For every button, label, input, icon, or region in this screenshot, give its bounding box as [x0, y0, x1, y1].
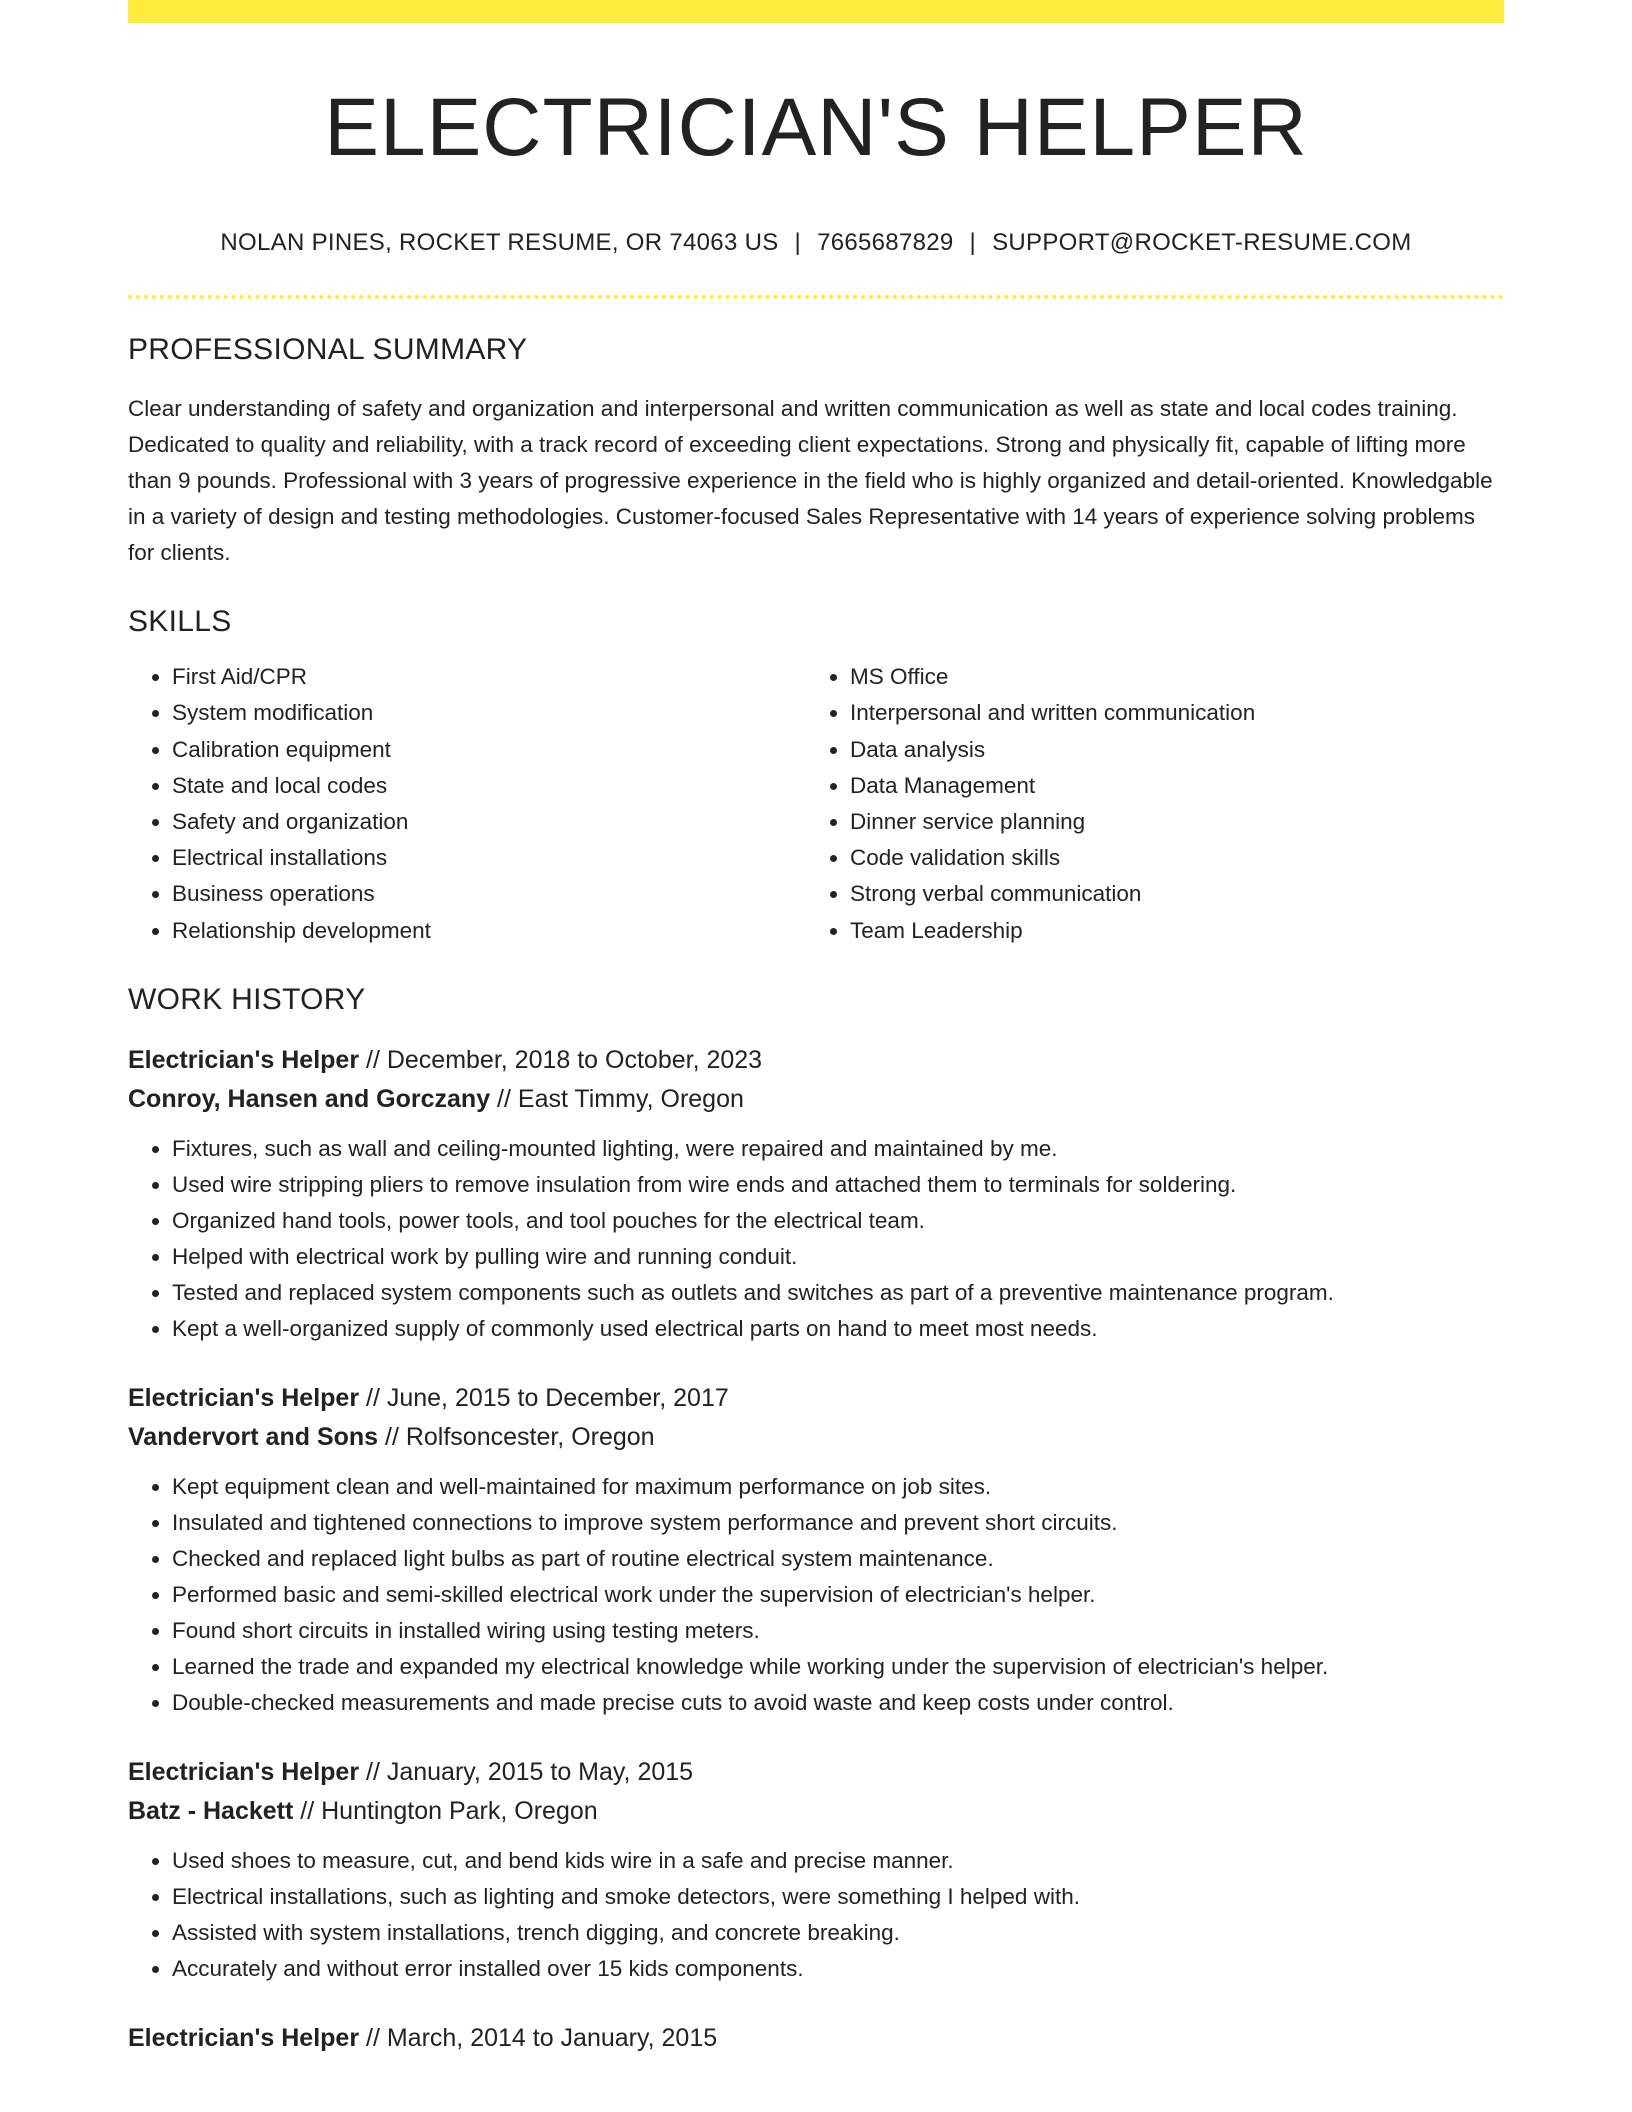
skill-item: • Code validation skills [850, 840, 1484, 876]
job-role: Electrician's Helper [128, 2023, 360, 2052]
duty-item: • Accurately and without error installed over 15 kids components. [172, 1951, 1504, 1987]
job-role: Electrician's Helper [128, 1757, 360, 1786]
job-dates: // March, 2014 to January, 2015 [359, 2023, 718, 2052]
duty-item: • Helped with electrical work by pulling wire and running conduit. [172, 1239, 1504, 1275]
contact-address: NOLAN PINES, ROCKET RESUME, OR 74063 US [220, 229, 779, 257]
job-company-line [128, 1792, 1504, 1831]
duty-item: • Found short circuits in installed wiring using testing meters. [172, 1613, 1504, 1649]
skill-item: • Relationship development [172, 913, 806, 949]
job-duties [128, 1131, 1504, 1347]
duty-item: • Double-checked measurements and made precise cuts to avoid waste and keep costs under control. [172, 1685, 1504, 1721]
job-company: Vandervort and Sons [128, 1422, 379, 1451]
skill-item: • Safety and organization [172, 804, 806, 840]
duty-item: • Assisted with system installations, trench digging, and concrete breaking. [172, 1915, 1504, 1951]
job-role-line [128, 1041, 1504, 1080]
job-dates: // June, 2015 to December, 2017 [359, 1383, 729, 1412]
job-dates: // January, 2015 to May, 2015 [359, 1757, 694, 1786]
skill-item: • State and local codes [172, 768, 806, 804]
job-location: // Huntington Park, Oregon [293, 1796, 598, 1825]
skills-column-right [806, 659, 1484, 949]
skill-item: • Business operations [172, 876, 806, 912]
skill-item: • Interpersonal and written communication [850, 695, 1484, 731]
skill-item: • Electrical installations [172, 840, 806, 876]
skills-column-left [128, 659, 806, 949]
job-duties [128, 1469, 1504, 1721]
duty-item: • Performed basic and semi-skilled electrical work under the supervision of electrician's helper. [172, 1577, 1504, 1613]
job-location: // Rolfsoncester, Oregon [378, 1422, 655, 1451]
skill-item: • MS Office [850, 659, 1484, 695]
duty-item: • Electrical installations, such as lighting and smoke detectors, were something I helped with. [172, 1879, 1504, 1915]
section-title-skills: SKILLS [128, 605, 232, 639]
job-entry [128, 2019, 1504, 2058]
skill-item: • Dinner service planning [850, 804, 1484, 840]
skill-item: • Data Management [850, 768, 1484, 804]
job-role-line [128, 1753, 1504, 1792]
skills-list [128, 659, 1504, 949]
job-entry [128, 1753, 1504, 1987]
accent-bar [128, 0, 1504, 23]
contact-phone: 7665687829 [817, 229, 954, 257]
section-title-summary: PROFESSIONAL SUMMARY [128, 333, 528, 367]
duty-item: • Fixtures, such as wall and ceiling-mounted lighting, were repaired and maintained by me. [172, 1131, 1504, 1167]
duty-item: • Tested and replaced system components such as outlets and switches as part of a preventive maintenance program. [172, 1275, 1504, 1311]
job-duties [128, 1843, 1504, 1987]
skill-item: • Calibration equipment [172, 732, 806, 768]
duty-item: • Used shoes to measure, cut, and bend kids wire in a safe and precise manner. [172, 1843, 1504, 1879]
job-company-line [128, 1080, 1504, 1119]
dotted-divider [128, 295, 1504, 299]
summary-text: Clear understanding of safety and organization and interpersonal and written communication as well as state and local codes training. Dedicated to quality and reliability, with a track record of exceeding client expectations. Strong and physically fit, capable of lifting more than 9 pounds. Professional with 3 years of progressive experience in the field who is highly organized and detail-oriented. Knowledgable in a variety of design and testing methodologies. Customer-focused Sales Representative with 14 years of experience solving problems for clients. [128, 396, 1493, 566]
contact-separator: | [794, 229, 802, 257]
contact-separator: | [969, 229, 977, 257]
resume-page [128, 0, 1504, 2058]
contact-email: SUPPORT@ROCKET-RESUME.COM [992, 229, 1412, 257]
duty-item: • Learned the trade and expanded my electrical knowledge while working under the supervision of electrician's helper. [172, 1649, 1504, 1685]
duty-item: • Kept equipment clean and well-maintained for maximum performance on job sites. [172, 1469, 1504, 1505]
section-title-work-history: WORK HISTORY [128, 982, 366, 1016]
job-role-line [128, 2019, 1504, 2058]
job-location: // East Timmy, Oregon [490, 1084, 744, 1113]
job-role: Electrician's Helper [128, 1383, 360, 1412]
duty-item: • Insulated and tightened connections to improve system performance and prevent short circuits. [172, 1505, 1504, 1541]
job-company-line [128, 1418, 1504, 1457]
job-company: Conroy, Hansen and Gorczany [128, 1084, 491, 1113]
duty-item: • Organized hand tools, power tools, and tool pouches for the electrical team. [172, 1203, 1504, 1239]
job-role-line [128, 1379, 1504, 1418]
duty-item: • Checked and replaced light bulbs as part of routine electrical system maintenance. [172, 1541, 1504, 1577]
job-dates: // December, 2018 to October, 2023 [359, 1045, 763, 1074]
job-company: Batz - Hackett [128, 1796, 294, 1825]
job-entry [128, 1379, 1504, 1721]
duty-item: • Kept a well-organized supply of commonly used electrical parts on hand to meet most needs. [172, 1311, 1504, 1347]
duty-item: • Used wire stripping pliers to remove insulation from wire ends and attached them to terminals for soldering. [172, 1167, 1504, 1203]
contact-line [128, 229, 1504, 257]
resume-title: ELECTRICIAN'S HELPER [324, 82, 1308, 173]
skill-item: • Team Leadership [850, 913, 1484, 949]
skill-item: • First Aid/CPR [172, 659, 806, 695]
job-entry [128, 1041, 1504, 1347]
job-role: Electrician's Helper [128, 1045, 360, 1074]
skill-item: • Data analysis [850, 732, 1484, 768]
skill-item: • Strong verbal communication [850, 876, 1484, 912]
skill-item: • System modification [172, 695, 806, 731]
